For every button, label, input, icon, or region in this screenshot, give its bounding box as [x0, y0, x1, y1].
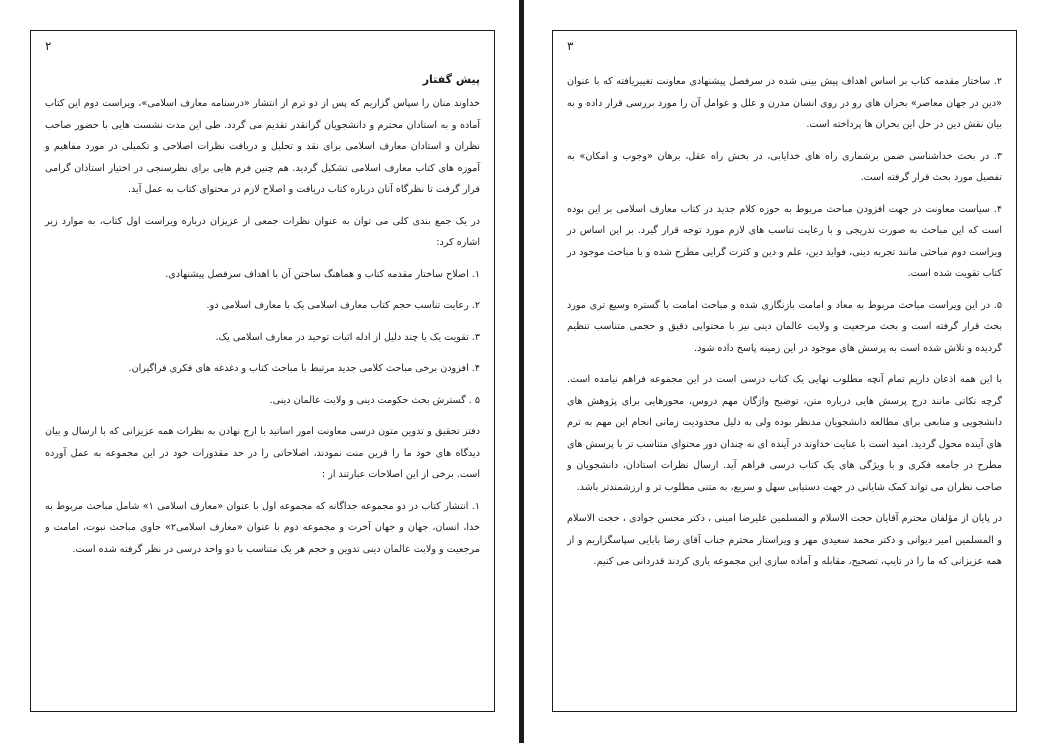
- list-item: ۱. انتشار کتاب در دو مجموعه جداگانه که مجموعه اول با عنوان «معارف اسلامی ۱» شامل مباحث مربوط به خدا، انسان، جهان و جهان آخرت و مجموعه دوم با عنوان «معارف اسلامی۲» حاوی مباحث نبوت، امامت و مرجعیت و ولایت عالمان دینی تدوین و حجم هر یک متناسب با دو واحد درسی در نظر گرفته شده است.: [45, 500, 480, 555]
- list-item: ۲. رعایت تناسب حجم کتاب معارف اسلامی یک با معارف اسلامی دو.: [206, 300, 480, 311]
- paragraph: در پایان از مؤلفان محترم آقایان حجت الاسلام و المسلمین علیرضا امینی ، دکتر محسن جوادی ، حجت الاسلام و المسلمین امیر دیوانی و دکتر محمد سعیدی مهر و ویراستار محترم جناب آقای رضا بابایی سپاسگزاریم و از همه عزیزانی که ما را در تایپ، تصحیح، مقابله و آماده سازی این مجموعه یاری کردند قدردانی می کنیم.: [567, 513, 1002, 567]
- list-item: ۴. سیاست معاونت در جهت افزودن مباحث مربوط به حوزه کلام جدید در کتاب معارف اسلامی بر این بوده است که این مباحث به صورت تدریجی و با رعایت تناسب های لازم مورد توجه قرار گیرد. بر این اساس در ویراست دوم مباحثی مانند تجربه دینی، فواید دین، علم و دین و کثرت گرایی مطرح شده و با مباحث موجود در کتاب تقویت شده است.: [567, 203, 1002, 279]
- page-content: [45, 69, 480, 701]
- list-item: ۵. در این ویراست مباحث مربوط به معاد و امامت بازنگاری شده و مباحث امامت با گستره وسیع تری مورد بحث قرار گرفته است و بحث مرجعیت و ولایت عالمان دینی نیز با محتوایی دقیق و حجمی متناسب تنظیم گردیده و تلاش شده است به پرسش های موجود در این زمینه پاسخ داده شود.: [567, 299, 1002, 354]
- page-number: ۳: [567, 39, 574, 53]
- page-divider: [519, 0, 524, 743]
- section-heading: پیش گفتار: [422, 73, 480, 86]
- list-item: ۴. افزودن برخی مباحث کلامی جدید مرتبط با مباحث کتاب و دغدغه های فکری فراگیران.: [128, 363, 480, 374]
- page-number: ۲: [45, 39, 52, 53]
- list-item: ۲. ساختار مقدمه کتاب بر اساس اهداف پیش بینی شده در سرفصل پیشنهادی معاونت تغییریافته که با عنوان «دین در جهان معاصر» بحران های رو در روی انسان مدرن و علل و عوامل آن را مورد بررسی قرار داده و به بیان نقش دین در حل این بحران ها پرداخته است.: [567, 76, 1002, 130]
- page-content: [567, 71, 1002, 701]
- list-item: ۵ . گسترش بحث حکومت دینی و ولایت عالمان دینی.: [269, 394, 480, 406]
- list-item: ۳. در بحث خداشناسی ضمن برشماری راه های خدایابی، در بخش راه عقل، برهان «وجوب و امکان» به تفصیل مورد بحث قرار گرفته است.: [567, 150, 1002, 183]
- paragraph: با این همه اذعان داریم تمام آنچه مطلوب نهایی یک کتاب درسی است در این مجموعه فراهم نیامده است. گرچه نکاتی مانند درج پرسش هایی درباره متن، توضیح واژگان مهم دروس، محورهایی برای پژوهش های دانشجویی و منابعی برای مطالعه دانشجویان مدنظر بوده ولی به دلیل محدودیت زمانی انجام این مهم به ترم های آینده محول گردید. امید است با عنایت خداوند در آینده ای نه چندان دور محتوای متناسب تر با پرسش های مطرح در جامعه فکری و با ویژگی های یک کتاب درسی فراهم آید. ارسال نظرات استادان، دانشجویان و صاحب نظران می تواند کمک شایانی در جهت دستیابی سهل و سریع، به متنی مطلوب تر و ارزشمندتر باشد.: [567, 374, 1002, 493]
- right-page: [552, 30, 1017, 712]
- paragraph: دفتر تحقیق و تدوین متون درسی معاونت امور اساتید با ارج نهادن به نظرات همه عزیزانی که با ارسال و بیان دیدگاه های خود ما را قرین منت نمودند، اصلاحاتی را در حد مقدورات خود در این مجموعه به عمل آورده است. برخی از این اصلاحات عبارتند از :: [45, 426, 480, 480]
- paragraph: در یک جمع بندی کلی می توان به عنوان نظرات جمعی از عزیزان درباره ویراست اول کتاب، به موارد زیر اشاره کرد:: [45, 215, 480, 248]
- paragraph: خداوند منان را سپاس گزاریم که پس از دو ترم از انتشار «درسنامه معارف اسلامی»، ویراست دوم این کتاب آماده و به استادان محترم و دانشجویان گرانقدر تقدیم می گردد. طی این مدت نشست هایی با حضور صاحب نظران و استادان معارف اسلامی برای نقد و تحلیل و دریافت نظرات اصلاحی و تکمیلی در مورد مفاهیم و آموزه های کتاب معارف اسلامی تشکیل گردید. هم چنین فرم هایی برای نظرسنجی در اختیار استادان گرامی قرار گرفت تا نظرگاه آنان درباره کتاب دریافت و اصلاح لازم در محتوای کتاب به عمل آید.: [45, 98, 480, 195]
- list-item: ۳. تقویت یک یا چند دلیل از ادله اثبات توحید در معارف اسلامی یک.: [215, 331, 480, 343]
- list-item: ۱. اصلاح ساختار مقدمه کتاب و هماهنگ ساختن آن با اهداف سرفصل پیشنهادی.: [165, 268, 480, 280]
- left-page: [30, 30, 495, 712]
